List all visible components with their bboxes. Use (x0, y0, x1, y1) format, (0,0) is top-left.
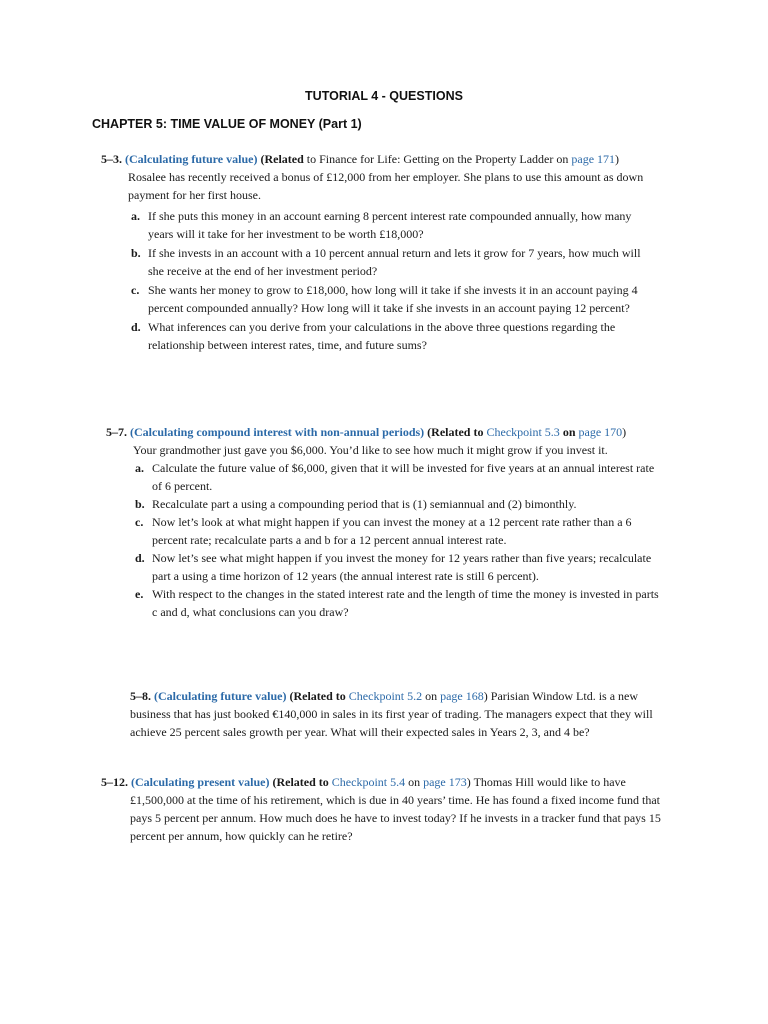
checkpoint-link[interactable]: Checkpoint 5.3 (486, 425, 560, 439)
part-letter: a. (131, 209, 140, 223)
close-paren: ) (483, 689, 488, 703)
problem-body: Parisian Window Ltd. is a new business that has just booked €140,000 in sales in its first year of trading. The managers expect that they will achieve 25 percent sales growth per year. What will their expected sales in Years 2, 3, and 4 be? (130, 689, 653, 739)
on-label: on (408, 775, 421, 789)
problem-body: Your grandmother just gave you $6,000. You’d like to see how much it might grow if you invest it. (133, 443, 608, 457)
problem-number: 5–3. (101, 152, 122, 166)
page-link[interactable]: page 171 (571, 152, 616, 166)
close-paren: ) (615, 152, 620, 166)
part-text: Now let’s look at what might happen if you can invest the money at a 12 percent rate rather than a 6 percent rate; recalculate parts a and b for a 12 percent annual interest rate. (152, 515, 632, 547)
problem-5-8 (103, 687, 673, 741)
part-text: Recalculate part a using a compounding period that is (1) semiannual and (2) bimonthly. (152, 497, 577, 511)
part-letter: d. (135, 551, 145, 565)
related-label: (Related to (427, 425, 484, 439)
part-text: If she puts this money in an account earning 8 percent interest rate compounded annually, how many years will it take for her investment to be worth £18,000? (148, 209, 632, 241)
problem-body: Rosalee has recently received a bonus of £12,000 from her employer. She plans to use this amount as down payment for her first house. (128, 170, 644, 202)
problem-number: 5–12. (101, 775, 128, 789)
close-paren: ) (622, 425, 627, 439)
part-letter: d. (131, 320, 141, 334)
part-item (135, 495, 665, 513)
checkpoint-link[interactable]: Checkpoint 5.2 (348, 689, 423, 703)
part-item (131, 207, 651, 243)
problem-header (106, 423, 676, 441)
part-item (131, 318, 651, 354)
part-item (135, 513, 665, 549)
part-text: If she invests in an account with a 10 percent annual return and lets it grow for 7 years, how much will she receive at the end of her investment period? (148, 246, 641, 278)
page-link[interactable]: page 170 (578, 425, 623, 439)
problem-parts (131, 207, 651, 354)
on-label: on (425, 689, 438, 703)
problem-body: Thomas Hill would like to have £1,500,000 at the time of his retirement, which is due in 40 years’ time. He has found a fixed income fund that pays 5 percent per annum. How much does he have to invest today? If he invests in a tracker fund that pays 15 percent per annum, how quickly can he retire? (130, 775, 661, 843)
part-text: Calculate the future value of $6,000, given that it will be invested for five years at an annual interest rate of 6 percent. (152, 461, 655, 493)
part-letter: a. (135, 461, 144, 475)
close-paren: ) (466, 775, 471, 789)
related-to-text: to Finance for Life: Getting on the Property Ladder on (306, 152, 569, 166)
related-label: (Related (260, 152, 304, 166)
related-label: (Related to (289, 689, 346, 703)
part-item (135, 549, 665, 585)
page-link[interactable]: page 168 (440, 689, 484, 703)
part-item (131, 281, 651, 317)
page-link[interactable]: page 173 (423, 775, 467, 789)
problem-number: 5–8. (130, 689, 151, 703)
problem-topic: (Calculating future value) (154, 689, 287, 703)
problem-text-block (103, 687, 675, 741)
problem-5-7 (106, 423, 676, 621)
part-text: She wants her money to grow to £18,000, how long will it take if she invests it in an account paying 4 percent compounded annually? How long will it take if she invests in an account paying 12 percent? (148, 283, 638, 315)
part-item (131, 244, 651, 280)
problem-number: 5–7. (106, 425, 127, 439)
part-letter: e. (135, 587, 144, 601)
part-letter: c. (131, 283, 140, 297)
part-item (135, 585, 665, 621)
related-label: (Related to (272, 775, 329, 789)
part-letter: b. (131, 246, 141, 260)
problem-5-12 (101, 773, 676, 845)
problem-topic: (Calculating present value) (131, 775, 270, 789)
checkpoint-link[interactable]: Checkpoint 5.4 (331, 775, 406, 789)
problem-parts (135, 459, 665, 621)
problem-text-block (101, 773, 675, 845)
problem-topic: (Calculating compound interest with non-annual periods) (130, 425, 425, 439)
chapter-title: CHAPTER 5: TIME VALUE OF MONEY (Part 1) (92, 117, 362, 131)
problem-5-3 (101, 150, 676, 355)
part-text: What inferences can you derive from your calculations in the above three questions regarding the relationship between interest rates, time, and future sums? (148, 320, 616, 352)
part-letter: c. (135, 515, 144, 529)
part-item (135, 459, 665, 495)
problem-header (101, 150, 676, 168)
part-text: With respect to the changes in the stated interest rate and the length of time the money is invested in parts c and d, what conclusions can you draw? (152, 587, 659, 619)
part-text: Now let’s see what might happen if you invest the money for 12 years rather than five years; recalculate part a using a time horizon of 12 years (the annual interest rate is still 6 percent). (152, 551, 652, 583)
on-label: on (562, 425, 576, 439)
problem-topic: (Calculating future value) (125, 152, 258, 166)
part-letter: b. (135, 497, 145, 511)
tutorial-title: TUTORIAL 4 - QUESTIONS (305, 89, 463, 103)
